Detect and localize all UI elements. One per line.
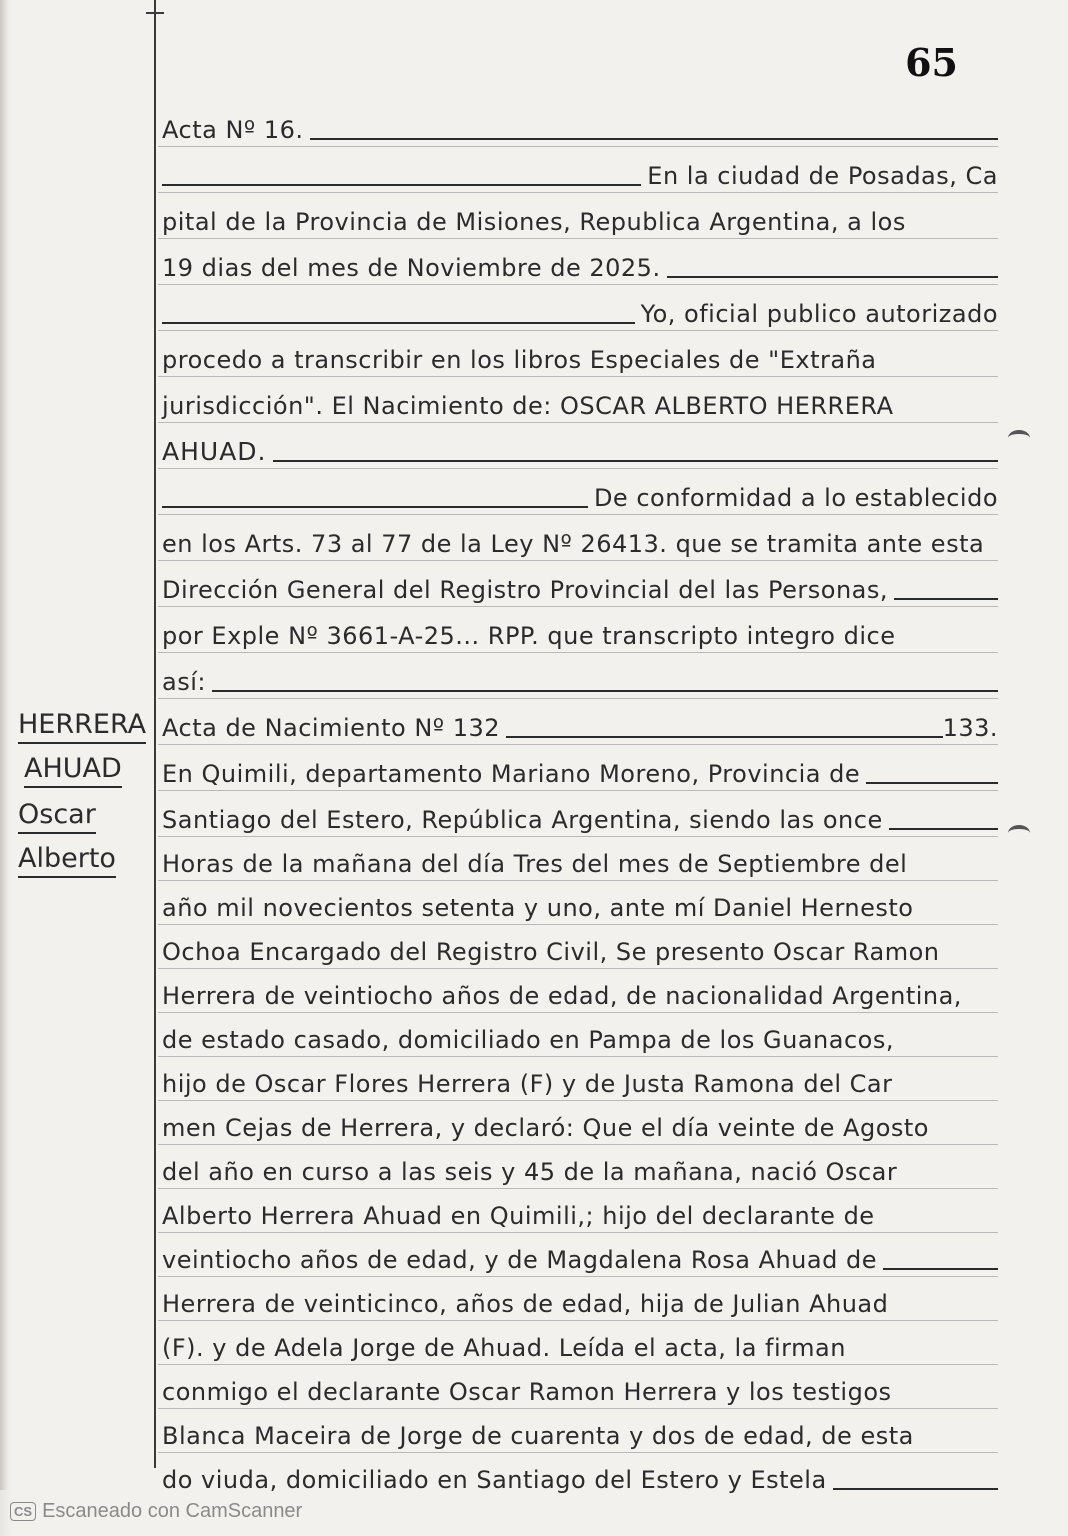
text-line: En la ciudad de Posadas, Ca — [162, 150, 998, 194]
text-line: pital de la Provincia de Misiones, Republica Argentina, a los — [162, 208, 906, 236]
binding-edge — [0, 0, 8, 1490]
staple-mark — [1008, 825, 1030, 841]
text-line: 19 dias del mes de Noviembre de 2025. — [162, 242, 998, 286]
watermark-text: Escaneado con CamScanner — [42, 1500, 303, 1522]
text-line: Horas de la mañana del día Tres del mes de Septiembre del — [162, 850, 908, 878]
margin-note-surname: AHUAD — [24, 752, 122, 788]
text-line: de estado casado, domiciliado en Pampa de los Guanacos, — [162, 1026, 894, 1054]
text-line: hijo de Oscar Flores Herrera (F) y de Justa Ramona del Car — [162, 1070, 893, 1098]
text-line: veintiocho años de edad, y de Magdalena Rosa Ahuad de — [162, 1234, 998, 1278]
acta-title-line: Acta de Nacimiento Nº 132 133. — [162, 702, 998, 746]
cs-scanner-icon: CS — [10, 1502, 36, 1521]
text-line: por Exple Nº 3661-A-25... RPP. que transcripto integro dice — [162, 622, 896, 650]
text-line: procedo a transcribir en los libros Especiales de "Extraña — [162, 346, 877, 374]
text-line: (F). y de Adela Jorge de Ahuad. Leída el acta, la firman — [162, 1334, 846, 1362]
text-line: Herrera de veinticinco, años de edad, hija de Julian Ahuad — [162, 1290, 889, 1318]
text-line: En Quimili, departamento Mariano Moreno, Provincia de — [162, 748, 998, 792]
text-line: De conformidad a lo establecido — [162, 472, 998, 516]
margin-note-surname: HERRERA — [18, 708, 146, 744]
margin-note-name: Alberto — [18, 842, 116, 878]
margin-mark — [146, 12, 164, 14]
text-line: Dirección General del Registro Provincial del las Personas, — [162, 564, 998, 608]
text-line: jurisdicción". El Nacimiento de: OSCAR ALBERTO HERRERA — [162, 392, 894, 420]
text-line: AHUAD. — [162, 426, 998, 470]
text-line: Yo, oficial publico autorizado — [162, 288, 998, 332]
text-line: Alberto Herrera Ahuad en Quimili,; hijo del declarante de — [162, 1202, 875, 1230]
text-line: Acta Nº 16. — [162, 104, 998, 148]
text-line: año mil novecientos setenta y uno, ante mí Daniel Hernesto — [162, 894, 914, 922]
margin-rule — [154, 0, 156, 1468]
acta-alt-number: 133. — [942, 714, 998, 742]
scanner-watermark — [10, 1500, 302, 1523]
text-line: en los Arts. 73 al 77 de la Ley Nº 26413. que se tramita ante esta — [162, 530, 985, 558]
text-line: del año en curso a las seis y 45 de la mañana, nació Oscar — [162, 1158, 898, 1186]
staple-mark — [1008, 430, 1030, 446]
text-line: do viuda, domiciliado en Santiago del Estero y Estela — [162, 1454, 998, 1498]
text-line: men Cejas de Herrera, y declaró: Que el día veinte de Agosto — [162, 1114, 929, 1142]
text-line: conmigo el declarante Oscar Ramon Herrera y los testigos — [162, 1378, 892, 1406]
page-number: 65 — [905, 40, 958, 85]
text-line: Herrera de veintiocho años de edad, de nacionalidad Argentina, — [162, 982, 962, 1010]
text-line: Ochoa Encargado del Registro Civil, Se presento Oscar Ramon — [162, 938, 940, 966]
text-line: Santiago del Estero, República Argentina, siendo las once — [162, 794, 998, 838]
margin-note-name: Oscar — [18, 798, 96, 834]
text-line: así: — [162, 656, 998, 700]
text-line: Blanca Maceira de Jorge de cuarenta y dos de edad, de esta — [162, 1422, 914, 1450]
